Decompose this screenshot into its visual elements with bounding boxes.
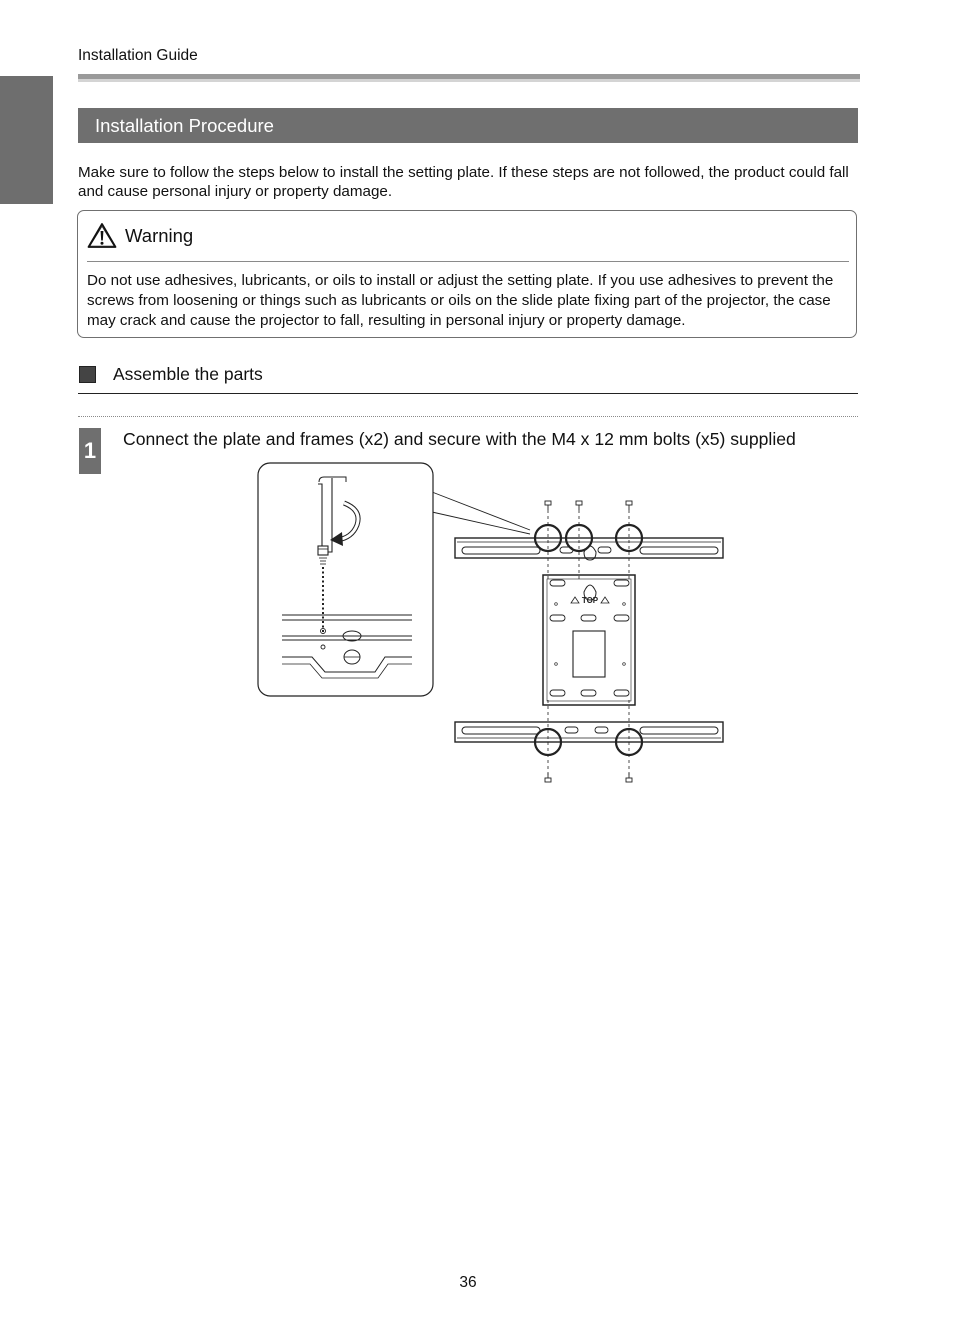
warning-divider xyxy=(87,261,849,262)
header-rule xyxy=(78,74,860,82)
section-title: Installation Procedure xyxy=(95,115,274,136)
intro-paragraph: Make sure to follow the steps below to install the setting plate. If these steps are not followed, the product could fall and cause personal injury or property damage. xyxy=(78,164,849,200)
step-number: 1 xyxy=(79,428,101,474)
warning-box xyxy=(77,210,857,338)
warning-text: Do not use adhesives, lubricants, or oils to install or adjust the setting plate. If you use adhesives to prevent the screws from loosening or things such as lubricants or oils on the slide plate fixing part of the projector, the case may crack and cause the projector to fall, resulting in personal injury or property damage. xyxy=(87,272,834,329)
side-tab xyxy=(0,76,53,204)
step-text: Connect the plate and frames (x2) and secure with the M4 x 12 mm bolts (x5) supplied xyxy=(123,429,796,449)
assembly-illustration xyxy=(256,461,736,791)
plate-top-label: TOP xyxy=(581,596,599,605)
warning-title: Warning xyxy=(125,225,194,246)
warning-triangle-icon xyxy=(87,222,117,249)
dotted-divider xyxy=(78,416,858,417)
subsection-marker xyxy=(79,366,96,383)
section-header xyxy=(78,108,858,143)
subsection-title: Assemble the parts xyxy=(113,364,263,384)
subsection-rule xyxy=(78,393,858,394)
running-header: Installation Guide xyxy=(78,47,198,64)
page-number: 36 xyxy=(459,1274,477,1291)
